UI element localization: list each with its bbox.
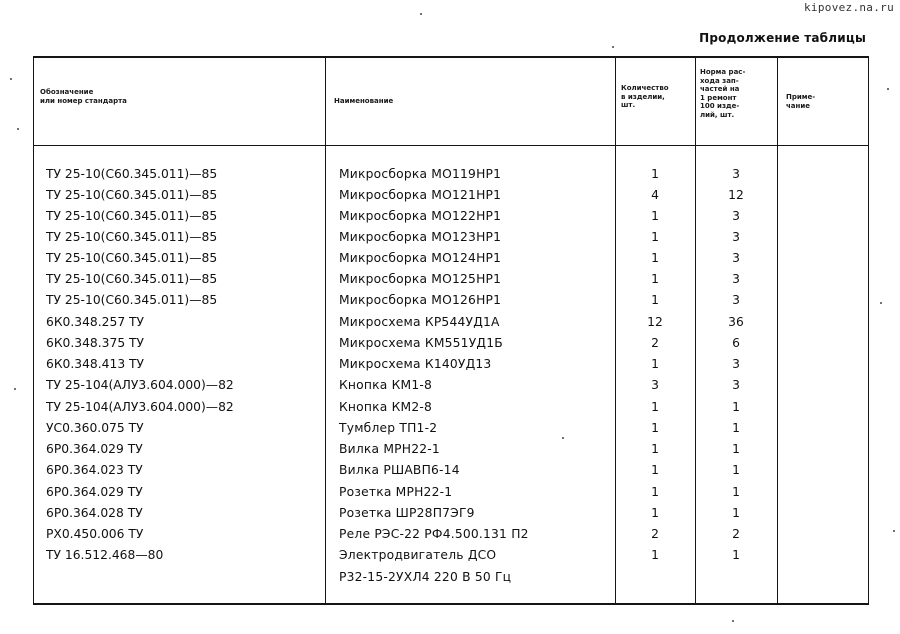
table-row — [0, 503, 900, 523]
scan-speck — [14, 388, 16, 390]
table-row — [0, 290, 900, 310]
table-top-border — [33, 56, 869, 58]
scan-speck — [420, 13, 422, 15]
table-row — [0, 206, 900, 226]
name-cell: Микросборка МО124НР1 — [339, 251, 502, 265]
designation-cell: 6Р0.364.028 ТУ — [46, 506, 143, 520]
quantity-cell: 1 — [651, 485, 659, 499]
table-continued-title: Продолжение таблицы — [699, 31, 866, 45]
name-cell: Микросборка МО122НР1 — [339, 209, 502, 223]
quantity-cell: 1 — [651, 230, 659, 244]
quantity-cell: 1 — [651, 442, 659, 456]
table-row — [0, 524, 900, 544]
header-designation: Обозначение или номер стандарта — [40, 88, 127, 105]
norm-cell: 2 — [732, 527, 740, 541]
header-name: Наименование — [334, 97, 394, 105]
designation-cell: ТУ 25-10(С60.345.011)—85 — [46, 293, 218, 307]
designation-cell: ТУ 16.512.468—80 — [46, 548, 164, 562]
quantity-cell: 2 — [651, 527, 659, 541]
designation-cell: 6К0.348.375 ТУ — [46, 336, 145, 350]
name-cell: Вилка РШАВП6-14 — [339, 463, 460, 477]
designation-cell: 6К0.348.413 ТУ — [46, 357, 145, 371]
scan-speck — [893, 530, 895, 532]
name-cell: Микросборка МО121НР1 — [339, 188, 502, 202]
norm-cell: 3 — [732, 251, 740, 265]
name-cell: Микросхема К140УД13 — [339, 357, 492, 371]
name-cell: Тумблер ТП1-2 — [339, 421, 438, 435]
quantity-cell: 1 — [651, 548, 659, 562]
scan-speck — [612, 46, 614, 48]
name-cell: Микросхема КМ551УД1Б — [339, 336, 503, 350]
scan-speck — [17, 128, 19, 130]
norm-cell: 1 — [732, 463, 740, 477]
norm-cell: 3 — [732, 272, 740, 286]
norm-cell: 6 — [732, 336, 740, 350]
norm-cell: 12 — [728, 188, 744, 202]
norm-cell: 1 — [732, 400, 740, 414]
norm-cell: 3 — [732, 357, 740, 371]
scan-speck — [10, 78, 12, 80]
norm-cell: 1 — [732, 442, 740, 456]
quantity-cell: 1 — [651, 209, 659, 223]
table-row — [0, 482, 900, 502]
designation-cell: 6Р0.364.029 ТУ — [46, 485, 143, 499]
name-cell: Р32-15-2УХЛ4 220 В 50 Гц — [339, 570, 512, 584]
table-row — [0, 354, 900, 374]
quantity-cell: 1 — [651, 272, 659, 286]
scan-speck — [562, 437, 564, 439]
scan-speck — [732, 620, 734, 622]
name-cell: Микросборка МО125НР1 — [339, 272, 502, 286]
table-row — [0, 164, 900, 184]
table-row — [0, 397, 900, 417]
designation-cell: ТУ 25-10(С60.345.011)—85 — [46, 188, 218, 202]
quantity-cell: 1 — [651, 357, 659, 371]
norm-cell: 3 — [732, 230, 740, 244]
designation-cell: ТУ 25-10(С60.345.011)—85 — [46, 272, 218, 286]
designation-cell: УС0.360.075 ТУ — [46, 421, 144, 435]
table-row — [0, 185, 900, 205]
quantity-cell: 1 — [651, 251, 659, 265]
name-cell: Кнопка КМ2-8 — [339, 400, 433, 414]
designation-cell: ТУ 25-104(АЛУ3.604.000)—82 — [46, 400, 234, 414]
name-cell: Микросборка МО126НР1 — [339, 293, 502, 307]
header-bottom-border — [33, 145, 869, 146]
designation-cell: 6Р0.364.023 ТУ — [46, 463, 143, 477]
table-row — [0, 248, 900, 268]
table-row — [0, 418, 900, 438]
norm-cell: 36 — [728, 315, 744, 329]
norm-cell: 3 — [732, 293, 740, 307]
quantity-cell: 12 — [647, 315, 663, 329]
scan-speck — [880, 302, 882, 304]
quantity-cell: 1 — [651, 463, 659, 477]
table-row — [0, 269, 900, 289]
table-row — [0, 333, 900, 353]
name-cell: Вилка МРН22-1 — [339, 442, 440, 456]
name-cell: Микросхема КР544УД1А — [339, 315, 500, 329]
norm-cell: 1 — [732, 485, 740, 499]
header-note: Приме- чание — [786, 93, 816, 110]
quantity-cell: 2 — [651, 336, 659, 350]
designation-cell: 6Р0.364.029 ТУ — [46, 442, 143, 456]
header-norm: Норма рас- хода зап- частей на 1 ремонт 100 изде- лий, шт. — [700, 68, 746, 119]
name-cell: Микросборка МО119НР1 — [339, 167, 502, 181]
quantity-cell: 1 — [651, 421, 659, 435]
table-row — [0, 227, 900, 247]
table-row — [0, 312, 900, 332]
designation-cell: ТУ 25-10(С60.345.011)—85 — [46, 209, 218, 223]
designation-cell: ТУ 25-104(АЛУ3.604.000)—82 — [46, 378, 234, 392]
designation-cell: ТУ 25-10(С60.345.011)—85 — [46, 230, 218, 244]
name-cell: Кнопка КМ1-8 — [339, 378, 433, 392]
norm-cell: 3 — [732, 209, 740, 223]
name-cell: Микросборка МО123НР1 — [339, 230, 502, 244]
quantity-cell: 1 — [651, 506, 659, 520]
table-bottom-border — [33, 603, 869, 605]
source-watermark: kipovez.na.ru — [804, 1, 894, 14]
name-cell: Электродвигатель ДСО — [339, 548, 497, 562]
name-cell: Реле РЭС-22 РФ4.500.131 П2 — [339, 527, 529, 541]
norm-cell: 3 — [732, 167, 740, 181]
quantity-cell: 1 — [651, 400, 659, 414]
designation-cell: ТУ 25-10(С60.345.011)—85 — [46, 167, 218, 181]
name-cell: Розетка МРН22-1 — [339, 485, 453, 499]
table-row — [0, 375, 900, 395]
norm-cell: 1 — [732, 421, 740, 435]
designation-cell: РХ0.450.006 ТУ — [46, 527, 144, 541]
table-row — [0, 545, 900, 565]
norm-cell: 1 — [732, 506, 740, 520]
quantity-cell: 3 — [651, 378, 659, 392]
quantity-cell: 4 — [651, 188, 659, 202]
norm-cell: 1 — [732, 548, 740, 562]
norm-cell: 3 — [732, 378, 740, 392]
table-row — [0, 460, 900, 480]
table-row — [0, 567, 900, 587]
designation-cell: 6К0.348.257 ТУ — [46, 315, 145, 329]
quantity-cell: 1 — [651, 167, 659, 181]
table-row — [0, 439, 900, 459]
scan-speck — [887, 88, 889, 90]
designation-cell: ТУ 25-10(С60.345.011)—85 — [46, 251, 218, 265]
quantity-cell: 1 — [651, 293, 659, 307]
header-quantity: Количество в изделии, шт. — [621, 84, 669, 109]
name-cell: Розетка ШР28П7ЭГ9 — [339, 506, 475, 520]
